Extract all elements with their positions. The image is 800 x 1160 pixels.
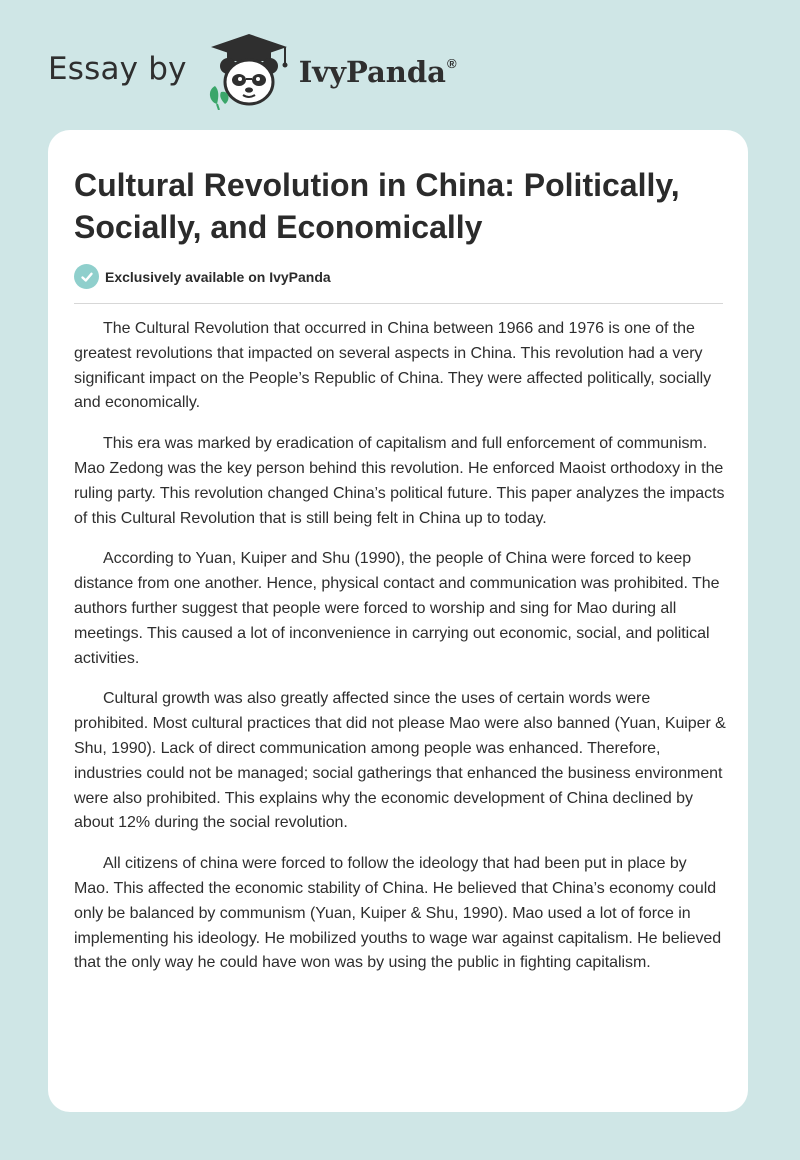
article-card (48, 130, 748, 1112)
paragraph: Cultural growth was also greatly affected since the uses of certain words were prohibited. Most cultural practices that did not please Mao were also banned (Yuan, Kuiper & Shu, 1990). Lack of direct communication among people was enhanced. Therefore, industries could not be managed; social gatherings that enhanced the business environment were also prohibited. This explains why the economic development of China declined by about 12% during the social revolution. (74, 690, 726, 832)
essay-by-label: Essay by (48, 51, 187, 87)
paragraph: All citizens of china were forced to follow the ideology that had been put in place by Mao. This affected the economic stability of China. He believed that China’s economy could only be balanced by communism (Yuan, Kuiper & Shu, 1990). Mao used a lot of force in implementing his ideology. He mobilized youths to wage war against capitalism. He believed that the only way he could have won was by using the public in fighting capitalism. (74, 855, 722, 972)
brand-name[interactable]: IvyPanda® (298, 55, 457, 89)
paragraph: The Cultural Revolution that occurred in China between 1966 and 1976 is one of the greatest revolutions that impacted on several aspects in China. This revolution had a very significant impact on the People’s Republic of China. They were affected politically, socially and economically. (74, 320, 712, 412)
paragraph: This era was marked by eradication of capitalism and full enforcement of communism. Mao Zedong was the key person behind this revolution. He enforced Maoist orthodoxy in the ruling party. This revolution changed China’s political future. This paper analyzes the impacts of this Cultural Revolution that is still being felt in China up to today. (74, 435, 725, 527)
article-body (74, 317, 726, 992)
panda-graduate-icon[interactable] (201, 30, 297, 110)
site-header (48, 30, 457, 110)
divider (74, 303, 723, 304)
registered-mark: ® (446, 56, 457, 71)
article-title: Cultural Revolution in China: Politically, Socially, and Economically (74, 167, 680, 245)
paragraph: According to Yuan, Kuiper and Shu (1990), the people of China were forced to keep distance from one another. Hence, physical contact and communication was prohibited. The authors further suggest that people were forced to worship and sing for Mao during all meetings. This caused a lot of inconvenience in carrying out economic, social, and political activities. (74, 550, 720, 667)
check-icon (74, 264, 99, 289)
badge-label: Exclusively available on IvyPanda (105, 268, 331, 285)
exclusive-badge (74, 264, 331, 289)
